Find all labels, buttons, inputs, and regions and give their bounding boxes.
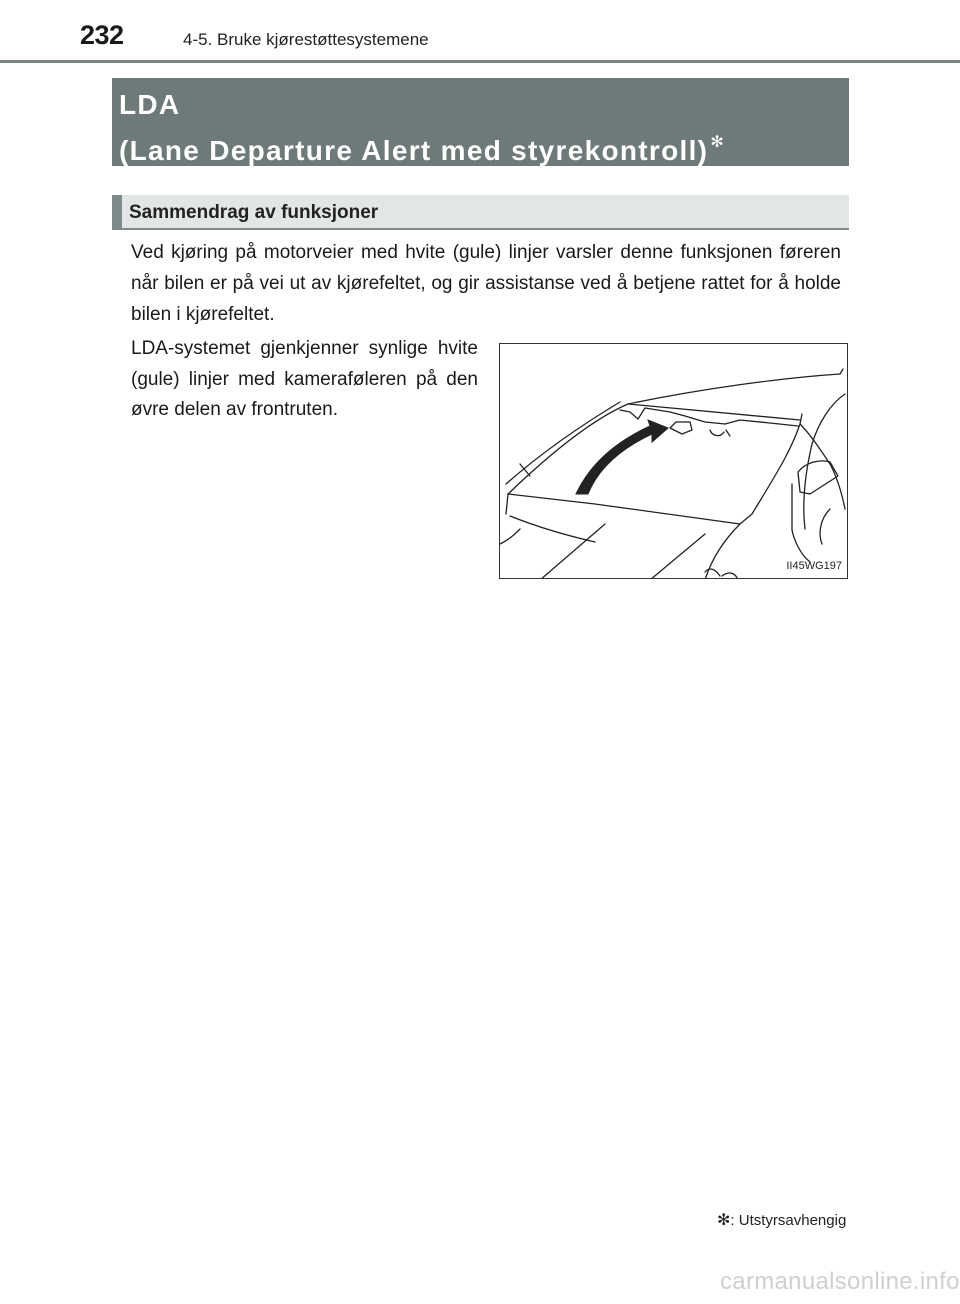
- watermark: carmanualsonline.info: [720, 1268, 960, 1295]
- windshield-drawing: [500, 344, 848, 579]
- page-number: 232: [80, 20, 124, 50]
- subsection-heading: Sammendrag av funksjoner: [129, 202, 379, 223]
- subsection-heading-box: [112, 195, 849, 230]
- footnote: [717, 1210, 846, 1230]
- title-line-2-text: (Lane Departure Alert med styrekontroll): [119, 135, 709, 166]
- optional-equipment-marker: ✻: [710, 134, 726, 151]
- footnote-marker: ✻: [717, 1212, 731, 1229]
- subsection-accent-bar: [112, 195, 122, 230]
- section-title-box: [112, 78, 849, 166]
- windshield-camera-illustration: [499, 343, 848, 579]
- section-path: 4-5. Bruke kjørestøttesystemene: [183, 30, 429, 49]
- title-line-1: LDA: [119, 89, 181, 120]
- subsection-underline: [122, 228, 849, 230]
- camera-paragraph: LDA-systemet gjenkjenner synlige hvite (gule) linjer med kameraføleren på den øvre delen av frontruten.: [131, 338, 478, 420]
- page-header: [0, 0, 960, 62]
- intro-paragraph: Ved kjøring på motorveier med hvite (gule) linjer varsler denne funksjonen føreren når bilen er på vei ut av kjørefeltet, og gir assistanse ved å betjene rattet for å holde bilen i kjørefeltet.: [131, 242, 841, 325]
- title-line-2: [119, 124, 849, 170]
- arrow-to-camera-icon: [576, 420, 668, 494]
- header-divider: [0, 60, 960, 63]
- figure-code: II45WG197: [786, 560, 842, 572]
- footnote-text: : Utstyrsavhengig: [730, 1212, 847, 1229]
